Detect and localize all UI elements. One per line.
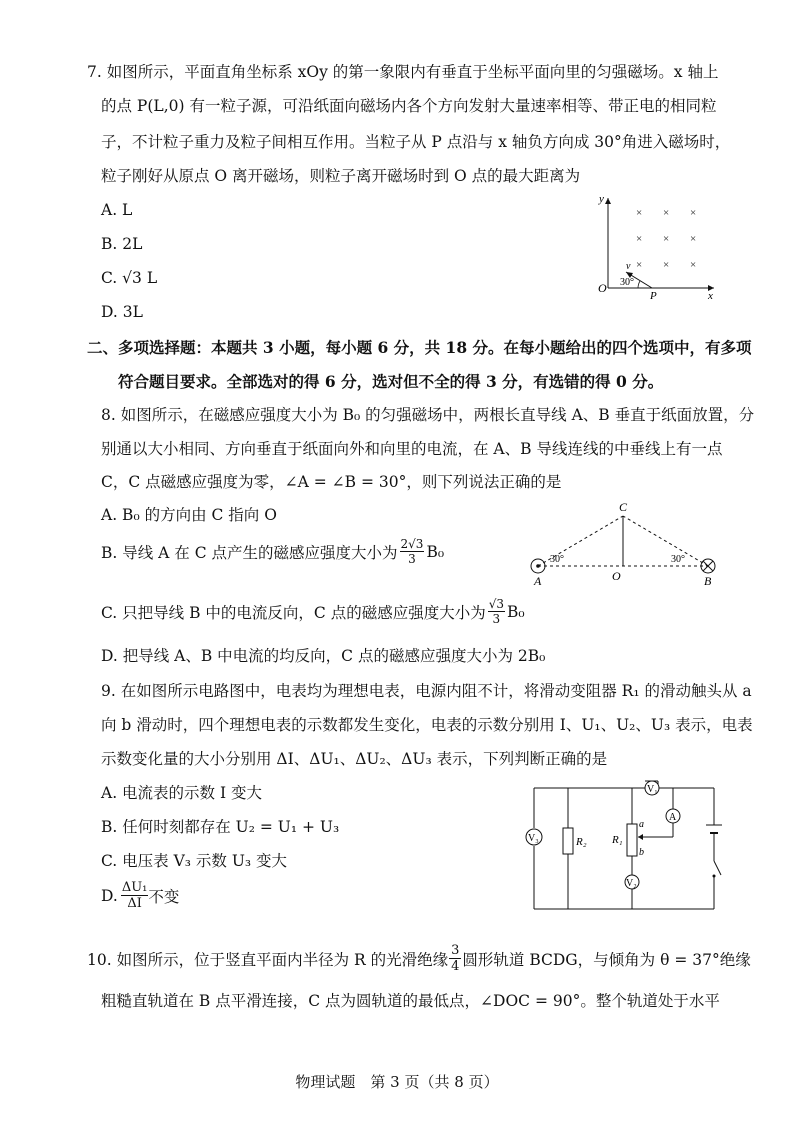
field-cross-mark: × xyxy=(636,259,643,271)
q9-slider-a-label: a xyxy=(639,819,644,830)
q9-circuit-figure xyxy=(518,779,730,921)
q7-line-1: 7. 如图所示，平面直角坐标系 xOy 的第一象限内有垂直于坐标平面向里的匀强磁场。x 轴上 xyxy=(87,63,719,81)
q9-slider-b-label: b xyxy=(639,847,644,858)
wire-b-in-icon xyxy=(701,559,715,573)
q7-option-c: C. √3 L xyxy=(101,269,158,287)
wire-a-out-icon xyxy=(531,559,545,573)
switch-icon xyxy=(714,861,721,875)
q8-option-c-unit: B₀ xyxy=(506,602,525,621)
q7-angle-label: 30° xyxy=(620,277,634,288)
q8-option-c-text: C. 只把导线 B 中的电流反向，C 点的磁感应强度大小为 xyxy=(101,603,486,622)
q9-line-2: 向 b 滑动时，四个理想电表的示数都发生变化，电表的示数分别用 I、U₁、U₂、U₃ 表示，电表 xyxy=(101,716,753,734)
q9-option-d-text: 不变 xyxy=(148,887,180,906)
voltmeter-v1-icon xyxy=(645,781,659,795)
q7-option-b: B. 2L xyxy=(101,235,143,253)
q8-wire-figure xyxy=(520,496,725,588)
q7-x-axis-label: x xyxy=(708,290,713,302)
svg-text:V₁: V₁ xyxy=(647,784,658,795)
q9-option-c: C. 电压表 V₃ 示数 U₃ 变大 xyxy=(101,852,288,870)
svg-text:A: A xyxy=(669,812,677,823)
field-cross-mark: × xyxy=(690,207,697,219)
q9-option-d-numerator: ΔU₁ xyxy=(121,880,148,895)
q9-line-1: 9. 在如图所示电路图中，电表均为理想电表，电源内阻不计，将滑动变阻器 R₁ 的滑动触头从 a xyxy=(101,682,752,700)
q10-fraction-numerator: 3 xyxy=(451,943,460,958)
q9-option-a: A. 电流表的示数 I 变大 xyxy=(101,784,263,802)
q9-r1-label: R₁ xyxy=(612,834,623,846)
q8-option-b-denominator: 3 xyxy=(408,552,416,566)
q8-angle-a-label: 30° xyxy=(550,554,564,565)
field-cross-mark: × xyxy=(636,207,643,219)
q8-wire-a-label: A xyxy=(534,574,542,588)
q10-line-2: 粗糙直轨道在 B 点平滑连接，C 点为圆轨道的最低点，∠DOC = 90°。整个轨道处于水平 xyxy=(101,992,720,1010)
field-cross-mark: × xyxy=(690,233,697,245)
q9-line-3: 示数变化量的大小分别用 ΔI、ΔU₁、ΔU₂、ΔU₃ 表示，下列判断正确的是 xyxy=(101,750,608,768)
q9-option-b: B. 任何时刻都存在 U₂ = U₁ + U₃ xyxy=(101,818,340,836)
q8-option-c-denominator: 3 xyxy=(492,612,501,626)
q8-angle-b-label: 30° xyxy=(671,554,685,565)
q8-line-1: 8. 如图所示，在磁感应强度大小为 B₀ 的匀强磁场中，两根长直导线 A、B 垂直于纸面放置，分 xyxy=(101,406,755,424)
q8-line-2: 别通以大小相同、方向垂直于纸面向外和向里的电流，在 A、B 导线连线的中垂线上有一点 xyxy=(101,440,723,458)
q7-magnetic-field-figure xyxy=(596,192,721,304)
field-cross-mark: × xyxy=(636,233,643,245)
section-2-heading: 二、多项选择题：本题共 3 小题，每小题 6 分，共 18 分。在每小题给出的四个选项中，有多项 xyxy=(87,338,752,357)
svg-text:V₂: V₂ xyxy=(626,878,637,889)
svg-text:V₃: V₃ xyxy=(528,833,539,844)
q8-option-c xyxy=(101,597,525,626)
q8-point-o-label: O xyxy=(612,569,621,583)
q7-velocity-label: v xyxy=(626,261,631,272)
q7-line-3: 子，不计粒子重力及粒子间相互作用。当粒子从 P 点沿与 x 轴负方向成 30°角进入磁场时， xyxy=(101,133,731,151)
q10-line-1 xyxy=(87,943,751,974)
section-2-heading-cont: 符合题目要求。全部选对的得 6 分，选对但不全的得 3 分，有选错的得 0 分。 xyxy=(118,372,664,391)
q8-option-b-numerator: 2√3 xyxy=(400,537,424,551)
field-cross-mark: × xyxy=(663,233,670,245)
q8-option-b xyxy=(101,537,444,566)
field-cross-mark: × xyxy=(663,259,670,271)
q10-line-1-text-cont: 圆形轨道 BCDG，与倾角为 θ = 37°绝缘 xyxy=(462,950,751,969)
q9-option-d-denominator: ΔI xyxy=(127,896,142,911)
page-footer: 物理试题 第 3 页（共 8 页） xyxy=(295,1073,499,1091)
q10-fraction-denominator: 4 xyxy=(451,959,460,974)
q10-line-1-text: 10. 如图所示，位于竖直平面内半径为 R 的光滑绝缘 xyxy=(87,950,449,969)
ammeter-icon xyxy=(666,809,680,823)
field-cross-mark: × xyxy=(663,207,670,219)
q8-option-b-unit: B₀ xyxy=(426,542,445,561)
q9-option-d-label: D. xyxy=(101,886,118,905)
q9-option-d xyxy=(101,880,179,911)
q8-option-d: D. 把导线 A、B 中电流的均反向，C 点的磁感应强度大小为 2B₀ xyxy=(101,647,546,665)
q8-option-c-numerator: √3 xyxy=(488,597,504,611)
field-cross-mark: × xyxy=(690,259,697,271)
q8-point-c-label: C xyxy=(619,500,628,514)
q7-line-4: 粒子刚好从原点 O 离开磁场，则粒子离开磁场时到 O 点的最大距离为 xyxy=(101,167,581,185)
q8-line-3: C，C 点磁感应强度为零，∠A = ∠B = 30°，则下列说法正确的是 xyxy=(101,473,562,491)
q7-y-axis-label: y xyxy=(599,193,604,205)
q8-wire-b-label: B xyxy=(704,574,712,588)
q7-origin-label: O xyxy=(598,281,607,295)
q9-r2-label: R₂ xyxy=(576,836,587,848)
q7-line-2: 的点 P(L,0) 有一粒子源，可沿纸面向磁场内各个方向发射大量速率相等、带正电的相同粒 xyxy=(101,97,717,115)
q8-option-b-text: B. 导线 A 在 C 点产生的磁感应强度大小为 xyxy=(101,543,398,562)
q7-option-a: A. L xyxy=(101,201,133,219)
voltmeter-v2-icon xyxy=(625,875,639,889)
q7-point-p-label: P xyxy=(650,290,657,302)
voltmeter-v3-icon xyxy=(526,829,542,845)
q7-option-d: D. 3L xyxy=(101,303,143,321)
q8-option-a: A. B₀ 的方向由 C 指向 O xyxy=(101,506,277,524)
